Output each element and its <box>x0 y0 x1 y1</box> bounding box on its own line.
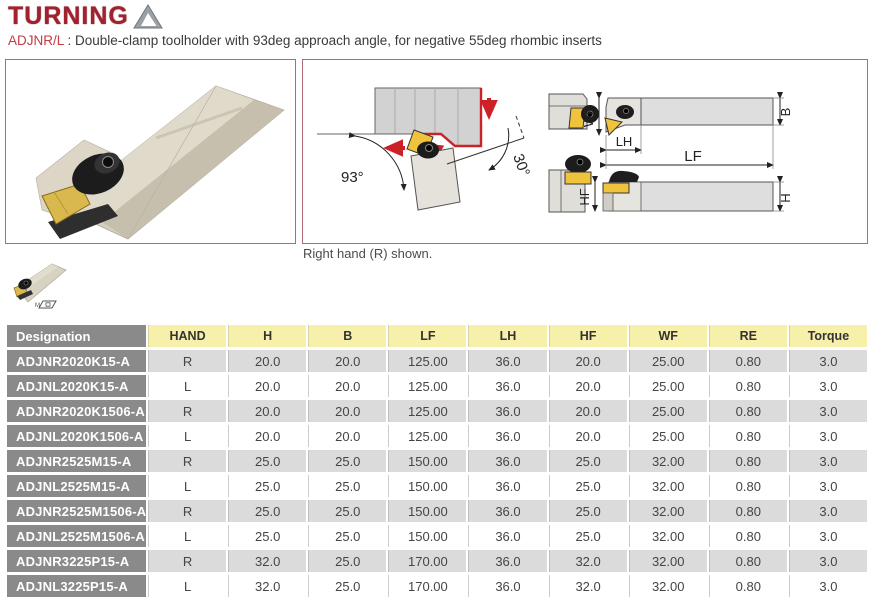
spec-cell: 32.00 <box>629 475 707 497</box>
spec-cell: 25.00 <box>629 400 707 422</box>
spec-table <box>5 322 869 600</box>
designation-cell: ADJNL2525M1506-A <box>7 525 146 547</box>
spec-cell: 25.0 <box>308 550 386 572</box>
spec-cell: 25.0 <box>228 450 306 472</box>
table-row <box>7 400 867 422</box>
spec-cell: 36.0 <box>468 550 546 572</box>
spec-cell: 36.0 <box>468 450 546 472</box>
spec-cell: 25.0 <box>228 500 306 522</box>
dimension-top-view <box>581 98 793 169</box>
dim-lf-label: LF <box>684 148 702 165</box>
table-row <box>7 350 867 372</box>
spec-cell: 32.0 <box>228 575 306 597</box>
spec-cell: 36.0 <box>468 475 546 497</box>
spec-cell: L <box>148 525 226 547</box>
spec-cell: 36.0 <box>468 425 546 447</box>
spec-cell: 0.80 <box>709 525 787 547</box>
spec-cell: 125.00 <box>388 350 466 372</box>
designation-cell: ADJNR2020K1506-A <box>7 400 146 422</box>
spec-cell: R <box>148 350 226 372</box>
spec-cell: 20.0 <box>549 425 627 447</box>
spec-cell: 36.0 <box>468 575 546 597</box>
table-row <box>7 475 867 497</box>
spec-cell: 3.0 <box>789 500 867 522</box>
spec-cell: 20.0 <box>308 425 386 447</box>
spec-cell: R <box>148 550 226 572</box>
technical-diagram <box>303 60 865 241</box>
dim-lh-label: LH <box>615 134 633 149</box>
table-row <box>7 375 867 397</box>
column-header: WF <box>629 325 707 347</box>
spec-cell: 32.00 <box>629 550 707 572</box>
spec-cell: 32.0 <box>549 550 627 572</box>
spec-cell: 36.0 <box>468 350 546 372</box>
spec-cell: 3.0 <box>789 350 867 372</box>
spec-cell: 3.0 <box>789 375 867 397</box>
spec-cell: R <box>148 400 226 422</box>
designation-cell: ADJNR2525M1506-A <box>7 500 146 522</box>
designation-cell: ADJNL3225P15-A <box>7 575 146 597</box>
spec-cell: 32.0 <box>549 575 627 597</box>
svg-text:M: M <box>35 303 40 309</box>
spec-cell: 150.00 <box>388 475 466 497</box>
spec-cell: 0.80 <box>709 500 787 522</box>
spec-cell: 0.80 <box>709 400 787 422</box>
designation-cell: ADJNL2525M15-A <box>7 475 146 497</box>
spec-cell: 150.00 <box>388 450 466 472</box>
designation-cell: ADJNR3225P15-A <box>7 550 146 572</box>
toolholder-photo <box>6 60 293 241</box>
toolholder-photo-frame <box>5 59 296 244</box>
spec-cell: 20.0 <box>549 375 627 397</box>
brand-header <box>8 2 163 31</box>
spec-cell: 20.0 <box>228 425 306 447</box>
designation-cell: ADJNR2525M15-A <box>7 450 146 472</box>
brand-title: TURNING <box>8 2 129 30</box>
spec-cell: 20.0 <box>308 400 386 422</box>
product-code: ADJNR/L <box>8 33 64 48</box>
column-header: B <box>308 325 386 347</box>
spec-cell: 170.00 <box>388 575 466 597</box>
column-header: H <box>228 325 306 347</box>
spec-cell: 150.00 <box>388 500 466 522</box>
spec-cell: 3.0 <box>789 450 867 472</box>
spec-cell: 32.0 <box>228 550 306 572</box>
spec-table-header-row <box>7 325 867 347</box>
designation-cell: ADJNL2020K15-A <box>7 375 146 397</box>
machining-illustration <box>317 88 533 210</box>
spec-cell: 3.0 <box>789 400 867 422</box>
product-description: : Double-clamp toolholder with 93deg approach angle, for negative 55deg rhombic inserts <box>63 33 602 48</box>
triangle-a-logo-icon <box>133 4 163 30</box>
approach-angle-label: 93° <box>341 169 364 186</box>
spec-table-body <box>7 350 867 597</box>
spec-cell: 25.00 <box>629 425 707 447</box>
column-header: HF <box>549 325 627 347</box>
column-header: LH <box>468 325 546 347</box>
spec-cell: 25.0 <box>308 575 386 597</box>
spec-cell: 36.0 <box>468 525 546 547</box>
dim-hf-label: HF <box>577 188 592 206</box>
spec-cell: 36.0 <box>468 400 546 422</box>
spec-cell: 0.80 <box>709 450 787 472</box>
spec-cell: 25.0 <box>308 475 386 497</box>
spec-cell: 20.0 <box>549 400 627 422</box>
spec-cell: 125.00 <box>388 375 466 397</box>
toolholder-thumbnail <box>8 258 72 312</box>
spec-cell: L <box>148 375 226 397</box>
spec-cell: 0.80 <box>709 350 787 372</box>
spec-cell: 3.0 <box>789 525 867 547</box>
spec-cell: 125.00 <box>388 425 466 447</box>
spec-cell: 25.00 <box>629 375 707 397</box>
spec-cell: 32.00 <box>629 525 707 547</box>
spec-cell: 25.0 <box>228 525 306 547</box>
spec-cell: 20.0 <box>228 350 306 372</box>
spec-cell: 20.0 <box>228 400 306 422</box>
column-header: Torque <box>789 325 867 347</box>
dim-h-label: H <box>778 193 793 203</box>
spec-cell: 3.0 <box>789 575 867 597</box>
table-row <box>7 575 867 597</box>
product-subtitle <box>8 33 602 48</box>
spec-cell: R <box>148 450 226 472</box>
table-row <box>7 550 867 572</box>
table-row <box>7 525 867 547</box>
spec-cell: 32.00 <box>629 450 707 472</box>
spec-cell: 125.00 <box>388 400 466 422</box>
spec-cell: 20.0 <box>308 375 386 397</box>
spec-cell: 0.80 <box>709 550 787 572</box>
spec-cell: 3.0 <box>789 550 867 572</box>
column-header-designation: Designation <box>7 325 146 347</box>
spec-cell: 32.00 <box>629 500 707 522</box>
spec-cell: 3.0 <box>789 475 867 497</box>
spec-cell: L <box>148 425 226 447</box>
spec-cell: R <box>148 500 226 522</box>
spec-cell: 25.00 <box>629 350 707 372</box>
hand-shown-caption: Right hand (R) shown. <box>303 246 433 261</box>
spec-cell: 25.0 <box>308 525 386 547</box>
spec-cell: 150.00 <box>388 525 466 547</box>
dimension-side-view <box>577 171 793 211</box>
spec-cell: 20.0 <box>308 350 386 372</box>
spec-cell: 25.0 <box>549 450 627 472</box>
spec-cell: 25.0 <box>549 475 627 497</box>
spec-cell: 25.0 <box>549 500 627 522</box>
designation-cell: ADJNR2020K15-A <box>7 350 146 372</box>
spec-cell: 0.80 <box>709 575 787 597</box>
table-row <box>7 425 867 447</box>
spec-cell: L <box>148 575 226 597</box>
spec-cell: 0.80 <box>709 475 787 497</box>
column-header: HAND <box>148 325 226 347</box>
spec-cell: 20.0 <box>228 375 306 397</box>
spec-cell: 32.00 <box>629 575 707 597</box>
table-row <box>7 500 867 522</box>
technical-diagram-frame <box>302 59 868 244</box>
spec-cell: 170.00 <box>388 550 466 572</box>
designation-cell: ADJNL2020K1506-A <box>7 425 146 447</box>
spec-cell: 36.0 <box>468 375 546 397</box>
table-row <box>7 450 867 472</box>
spec-cell: L <box>148 475 226 497</box>
spec-cell: 25.0 <box>308 450 386 472</box>
spec-cell: 36.0 <box>468 500 546 522</box>
spec-cell: 0.80 <box>709 425 787 447</box>
dim-b-label: B <box>778 107 793 117</box>
spec-cell: 25.0 <box>308 500 386 522</box>
spec-cell: 20.0 <box>549 350 627 372</box>
dim-wf-label: WF <box>581 106 596 128</box>
side-angle-label: 30° <box>509 151 533 179</box>
column-header: RE <box>709 325 787 347</box>
spec-cell: 0.80 <box>709 375 787 397</box>
spec-cell: 3.0 <box>789 425 867 447</box>
column-header: LF <box>388 325 466 347</box>
spec-cell: 25.0 <box>549 525 627 547</box>
spec-cell: 25.0 <box>228 475 306 497</box>
insert-shape-icon <box>35 301 56 309</box>
